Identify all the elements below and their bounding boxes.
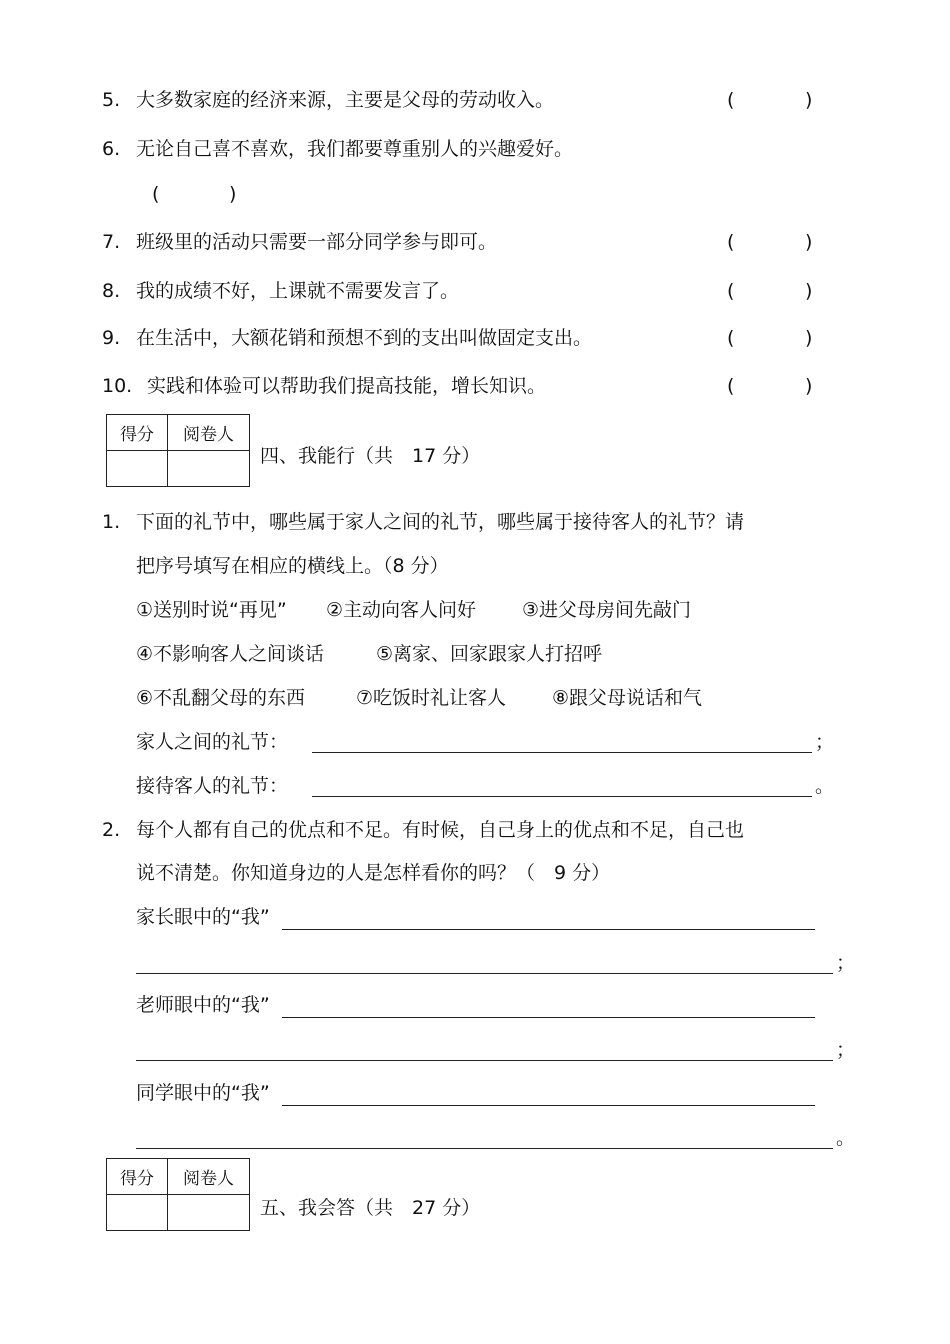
classmate-view-answer-line-1[interactable]: [282, 1105, 815, 1106]
line-end-punct: 。: [836, 1127, 856, 1149]
score-cell: [107, 1195, 168, 1231]
answer-paren-open: (: [727, 327, 735, 349]
answer-paren-open: (: [152, 183, 160, 205]
question-text-line2: 把序号填写在相应的横线上。（8 分）: [136, 555, 449, 577]
answer-paren-open: (: [727, 231, 735, 253]
option-3: ③进父母房间先敲门: [522, 599, 692, 621]
grader-cell: [168, 1195, 250, 1231]
answer-paren-close: ): [805, 231, 813, 253]
item-number: 10.: [102, 375, 133, 397]
option-5: ⑤离家、回家跟家人打招呼: [376, 643, 603, 665]
grader-label: 阅卷人: [168, 1159, 250, 1195]
item-number: 9.: [102, 327, 121, 349]
answer-paren-close: ): [805, 375, 813, 397]
option-7: ⑦吃饭时礼让客人: [356, 687, 507, 709]
option-6: ⑥不乱翻父母的东西: [136, 687, 306, 709]
section-title: 四、我能行（共 17 分）: [260, 445, 481, 467]
answer-paren-open: (: [727, 280, 735, 302]
family-etiquette-label: 家人之间的礼节：: [136, 731, 289, 753]
item-number: 6.: [102, 138, 121, 160]
item-number: 7.: [102, 231, 121, 253]
question-number: 1.: [102, 511, 121, 533]
question-text-line1: 每个人都有自己的优点和不足。有时候，自己身上的优点和不足，自己也: [136, 819, 745, 841]
parent-view-label: 家长眼中的“我”: [136, 906, 270, 928]
item-number: 8.: [102, 280, 121, 302]
teacher-view-answer-line-2[interactable]: [136, 1060, 833, 1061]
score-box: [106, 1158, 250, 1231]
answer-paren-close: ): [805, 280, 813, 302]
option-2: ②主动向客人问好: [326, 599, 477, 621]
grader-label: 阅卷人: [168, 415, 250, 451]
question-text-line1: 下面的礼节中，哪些属于家人之间的礼节，哪些属于接待客人的礼节？请: [136, 511, 745, 533]
answer-paren-close: ): [805, 89, 813, 111]
section-title: 五、我会答（共 27 分）: [260, 1197, 481, 1219]
parent-view-answer-line-1[interactable]: [282, 929, 815, 930]
score-label: 得分: [107, 1159, 168, 1195]
score-label: 得分: [107, 415, 168, 451]
classmate-view-answer-line-2[interactable]: [136, 1148, 833, 1149]
question-number: 2.: [102, 819, 121, 841]
teacher-view-label: 老师眼中的“我”: [136, 994, 270, 1016]
answer-paren-open: (: [727, 375, 735, 397]
grader-cell: [168, 451, 250, 487]
option-8: ⑧跟父母说话和气: [552, 687, 703, 709]
teacher-view-answer-line-1[interactable]: [282, 1017, 815, 1018]
item-text: 班级里的活动只需要一部分同学参与即可。: [136, 231, 498, 253]
classmate-view-label: 同学眼中的“我”: [136, 1082, 270, 1104]
question-text-line2: 说不清楚。你知道身边的人是怎样看你的吗？（ 9 分）: [136, 862, 611, 884]
line-end-punct: 。: [815, 775, 835, 797]
score-box: [106, 414, 250, 487]
score-cell: [107, 451, 168, 487]
guest-etiquette-label: 接待客人的礼节：: [136, 775, 289, 797]
answer-paren-close: ): [229, 183, 237, 205]
line-end-punct: ；: [836, 952, 856, 974]
item-text: 实践和体验可以帮助我们提高技能，增长知识。: [147, 375, 547, 397]
item-text: 无论自己喜不喜欢，我们都要尊重别人的兴趣爱好。: [136, 138, 574, 160]
item-text: 我的成绩不好，上课就不需要发言了。: [136, 280, 460, 302]
answer-paren-open: (: [727, 89, 735, 111]
line-end-punct: ；: [815, 731, 835, 753]
answer-paren-close: ): [805, 327, 813, 349]
guest-etiquette-answer-line[interactable]: [312, 796, 812, 797]
item-number: 5.: [102, 89, 121, 111]
option-1: ①送别时说“再见”: [136, 599, 287, 621]
parent-view-answer-line-2[interactable]: [136, 973, 833, 974]
option-4: ④不影响客人之间谈话: [136, 643, 325, 665]
line-end-punct: ；: [836, 1039, 856, 1061]
item-text: 大多数家庭的经济来源，主要是父母的劳动收入。: [136, 89, 555, 111]
item-text: 在生活中，大额花销和预想不到的支出叫做固定支出。: [136, 327, 593, 349]
family-etiquette-answer-line[interactable]: [312, 752, 812, 753]
